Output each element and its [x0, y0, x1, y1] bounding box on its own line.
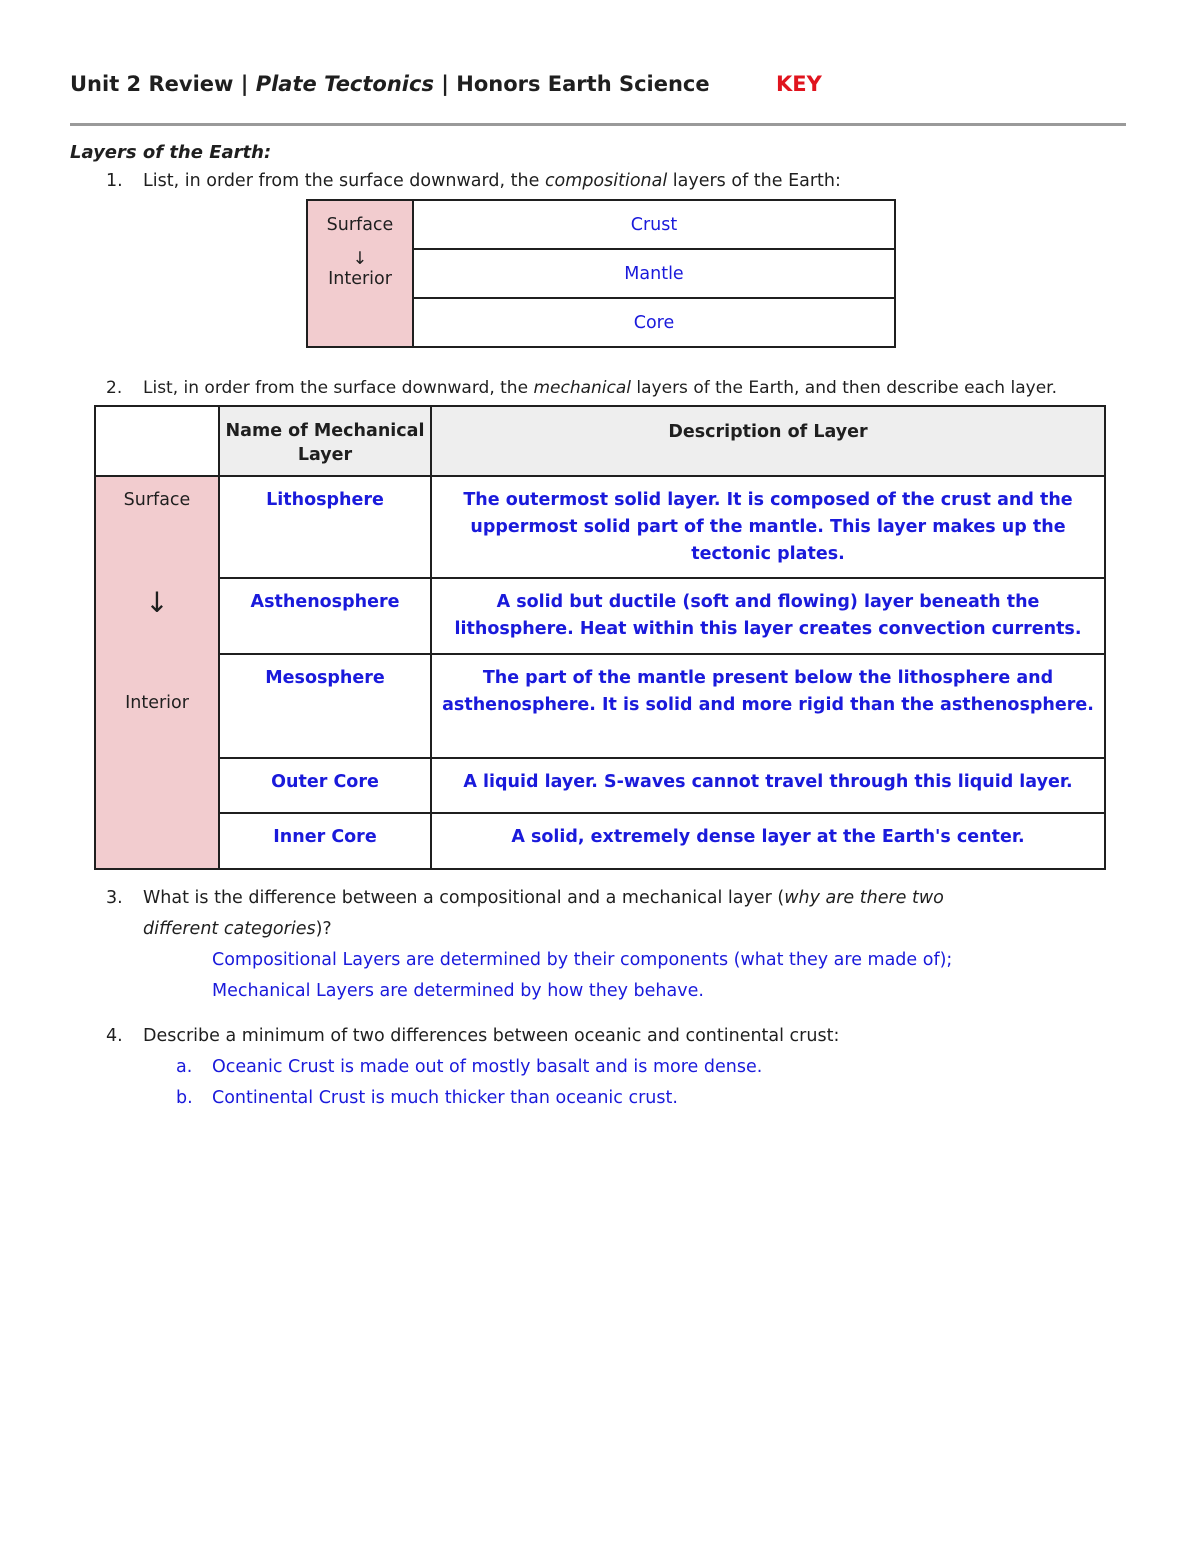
interior-label: Interior: [328, 269, 392, 289]
question-3-continued: different categories)?: [143, 919, 332, 939]
layer-answer: Mantle: [413, 249, 895, 298]
question-number: 3.: [106, 888, 123, 908]
question-text: List, in order from the surface downward, the mechanical layers of the Earth, and then describe each layer.: [143, 378, 1057, 398]
depth-indicator: [95, 476, 219, 869]
answer-label: b.: [176, 1088, 193, 1108]
surface-label: Surface: [326, 215, 394, 235]
layer-name: Outer Core: [219, 758, 431, 813]
layer-description: A solid but ductile (soft and flowing) layer beneath the lithosphere. Heat within this layer creates convection currents.: [431, 578, 1105, 654]
answer-text: Continental Crust is much thicker than oceanic crust.: [212, 1088, 678, 1108]
depth-indicator: [307, 200, 413, 347]
answer-line: Compositional Layers are determined by their components (what they are made of);: [212, 950, 953, 970]
name-column-header: Name of Mechanical Layer: [219, 406, 431, 476]
header-unit: Unit 2 Review |: [70, 72, 249, 96]
key-label: KEY: [776, 72, 822, 96]
layer-name: Asthenosphere: [219, 578, 431, 654]
layer-name: Inner Core: [219, 813, 431, 869]
question-number: 2.: [106, 378, 123, 398]
down-arrow-icon: ↓: [145, 586, 169, 619]
layer-answer: Core: [413, 298, 895, 347]
layer-description: A liquid layer. S-waves cannot travel through this liquid layer.: [431, 758, 1105, 813]
mechanical-layers-table: [94, 405, 1106, 870]
page-header: [70, 72, 822, 96]
question-number: 1.: [106, 171, 123, 191]
section-title: Layers of the Earth:: [70, 142, 272, 163]
header-divider: [70, 123, 1126, 126]
header-topic: Plate Tectonics: [255, 72, 434, 96]
layer-description: The outermost solid layer. It is composed of the crust and the uppermost solid part of the mantle. This layer makes up the tectonic plates.: [431, 476, 1105, 578]
compositional-layers-table: [306, 199, 896, 348]
question-text: List, in order from the surface downward, the compositional layers of the Earth:: [143, 171, 841, 191]
interior-label: Interior: [125, 693, 189, 713]
surface-label: Surface: [123, 490, 191, 510]
layer-name: Mesosphere: [219, 654, 431, 758]
layer-answer: Crust: [413, 200, 895, 249]
empty-header-cell: [95, 406, 219, 476]
question-text: Describe a minimum of two differences between oceanic and continental crust:: [143, 1026, 840, 1046]
layer-name: Lithosphere: [219, 476, 431, 578]
layer-description: The part of the mantle present below the lithosphere and asthenosphere. It is solid and more rigid than the asthenosphere.: [431, 654, 1105, 758]
question-number: 4.: [106, 1026, 123, 1046]
description-column-header: Description of Layer: [431, 406, 1105, 476]
answer-line: Mechanical Layers are determined by how they behave.: [212, 981, 704, 1001]
down-arrow-icon: ↓: [352, 249, 368, 269]
header-course: | Honors Earth Science: [441, 72, 710, 96]
answer-label: a.: [176, 1057, 193, 1077]
layer-description: A solid, extremely dense layer at the Earth's center.: [431, 813, 1105, 869]
answer-text: Oceanic Crust is made out of mostly basalt and is more dense.: [212, 1057, 763, 1077]
question-text: What is the difference between a compositional and a mechanical layer (why are there two: [143, 888, 944, 908]
